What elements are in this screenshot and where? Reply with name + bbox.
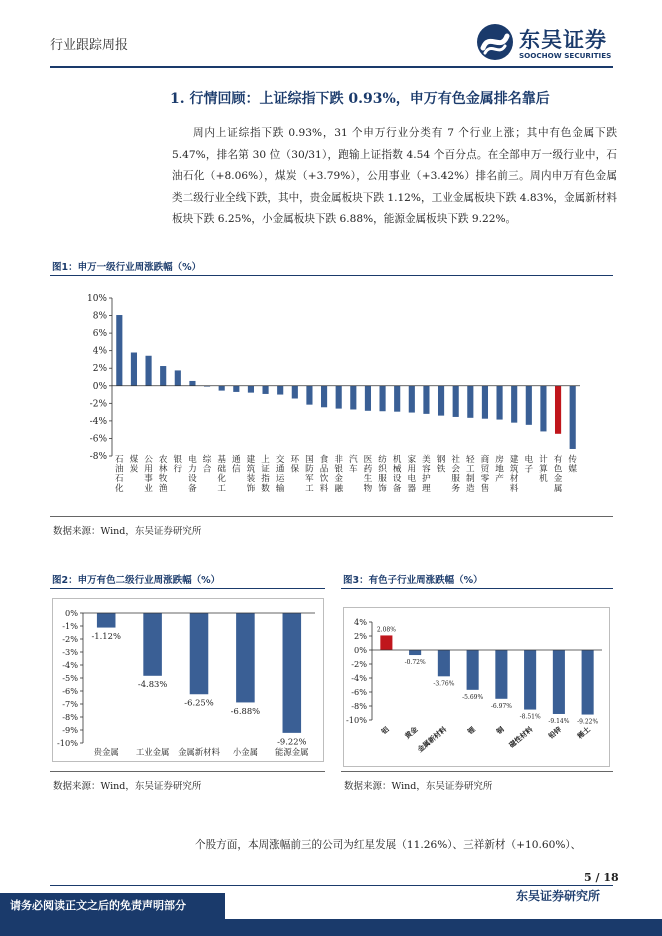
fig1-x-tick-char: 筑 xyxy=(246,464,256,475)
fig3-x-tick-label: 锂 xyxy=(465,724,477,737)
fig1-x-tick-char: 信 xyxy=(232,464,241,475)
fig3-bar xyxy=(524,650,536,710)
fig1-bar xyxy=(511,386,517,423)
fig1-x-tick-char: 综 xyxy=(202,455,212,465)
fig1-x-tick-char: 通 xyxy=(275,464,285,475)
fig2-bar xyxy=(97,613,116,628)
fig1-x-tick-char: 贸 xyxy=(480,464,490,475)
fig1-bottom-rule xyxy=(50,516,613,517)
fig3-y-tick-label: -8% xyxy=(351,701,367,711)
fig1-x-tick-label xyxy=(188,453,197,494)
fig1-y-tick-label: -4% xyxy=(89,416,107,427)
fig1-x-tick-char: 公 xyxy=(144,455,153,465)
fig2-x-tick-label: 贵金属 xyxy=(93,747,119,757)
fig3-source: 数据来源：Wind，东吴证券研究所 xyxy=(344,781,493,792)
fig1-x-tick-label xyxy=(349,453,358,475)
fig1-x-tick-label xyxy=(393,453,402,494)
fig2-x-tick-label: 能源金属 xyxy=(275,747,309,757)
fig3-y-tick-label: 2% xyxy=(354,631,367,641)
fig1-bar xyxy=(292,386,298,399)
fig3-chart xyxy=(343,607,610,767)
fig1-bar xyxy=(453,386,459,417)
fig1-x-tick-label xyxy=(217,453,226,494)
fig3-bar xyxy=(467,650,479,690)
fig1-x-tick-char: 数 xyxy=(261,483,270,494)
fig1-x-tick-char: 饰 xyxy=(246,483,256,494)
fig2-bar xyxy=(236,613,255,702)
fig1-x-tick-char: 林 xyxy=(158,464,168,475)
fig1-svg xyxy=(50,276,613,514)
fig3-bar xyxy=(553,650,565,714)
fig1-bar xyxy=(262,386,268,394)
fig1-x-tick-char: 房 xyxy=(495,455,504,465)
fig1-x-tick-char: 电 xyxy=(407,474,417,485)
fig3-data-label: -0.72% xyxy=(404,659,426,667)
fig1-x-tick-label xyxy=(115,454,124,494)
fig1-x-tick-label xyxy=(276,453,285,494)
fig2-bar xyxy=(283,613,302,733)
fig2-y-tick-label: -9% xyxy=(62,725,78,735)
fig1-y-tick-label: 6% xyxy=(92,329,107,340)
fig1-x-tick-label xyxy=(247,453,256,494)
fig1-bar xyxy=(336,386,342,409)
fig1-x-tick-char: 家 xyxy=(407,455,417,465)
fig1-bar xyxy=(394,386,400,412)
fig1-x-tick-char: 电 xyxy=(524,455,534,465)
fig1-x-tick-char: 环 xyxy=(290,455,300,465)
fig1-x-tick-char: 石 xyxy=(115,455,124,465)
fig1-bar xyxy=(409,386,415,413)
fig1-x-tick-char: 织 xyxy=(378,464,387,475)
fig1-x-tick-char: 力 xyxy=(188,464,197,475)
fig1-x-tick-char: 料 xyxy=(509,483,519,494)
fig1-x-tick-label xyxy=(554,453,563,494)
fig1-x-tick-char: 工 xyxy=(305,483,314,494)
fig2-y-tick-label: -6% xyxy=(62,686,78,696)
fig1-x-tick-label xyxy=(568,453,577,475)
fig1-x-tick-char: 产 xyxy=(495,474,504,485)
fig1-x-tick-char: 理 xyxy=(422,483,431,494)
fig1-x-tick-char: 铁 xyxy=(436,464,446,475)
fig1-x-tick-char: 煤 xyxy=(129,455,139,465)
section-number: 1. xyxy=(170,91,185,107)
fig1-x-tick-char: 药 xyxy=(363,464,373,475)
fig2-x-tick-label: 工业金属 xyxy=(135,747,170,757)
fig1-x-tick-char: 会 xyxy=(451,464,460,475)
fig1-x-tick-char: 护 xyxy=(422,474,431,485)
fig1-x-tick-label xyxy=(320,453,329,494)
fig1-x-tick-label xyxy=(130,453,139,475)
fig1-bar xyxy=(555,386,561,434)
fig1-bar xyxy=(365,386,371,411)
fig1-x-tick-char: 生 xyxy=(363,474,373,485)
fig1-x-tick-char: 银 xyxy=(173,455,183,465)
fig1-x-tick-char: 保 xyxy=(290,464,300,475)
fig1-x-tick-char: 机 xyxy=(539,474,548,485)
fig1-x-tick-label xyxy=(334,453,343,494)
fig1-x-tick-char: 饮 xyxy=(319,474,329,485)
fig1-x-tick-label xyxy=(305,454,314,494)
footer-bar xyxy=(0,919,662,936)
fig1-x-tick-char: 合 xyxy=(202,464,212,475)
fig3-x-tick-label: 稀土 xyxy=(575,724,592,741)
fig1-x-tick-char: 机 xyxy=(392,455,402,465)
fig2-top-rule xyxy=(50,588,325,589)
fig3-data-label: -9.14% xyxy=(548,717,570,725)
fig1-x-tick-label xyxy=(510,453,519,494)
fig1-x-tick-char: 美 xyxy=(422,455,431,465)
fig1-bar xyxy=(160,366,166,386)
fig1-bar xyxy=(233,386,239,392)
fig1-y-tick-label: -6% xyxy=(89,434,107,445)
fig1-y-tick-label: 4% xyxy=(92,346,107,357)
fig1-x-tick-char: 备 xyxy=(188,483,197,494)
fig2-y-tick-label: -4% xyxy=(62,660,78,670)
fig1-bar xyxy=(248,386,254,393)
fig1-bar xyxy=(145,356,151,386)
fig1-x-tick-char: 证 xyxy=(261,464,270,475)
brand-name: 东吴证券 xyxy=(519,28,607,52)
fig3-bottom-rule xyxy=(341,771,613,772)
fig1-x-tick-label xyxy=(261,453,270,494)
fig1-x-tick-char: 纺 xyxy=(378,455,387,465)
fig1-x-tick-char: 传 xyxy=(568,455,577,465)
footer-brand: 东吴证券研究所 xyxy=(516,889,601,903)
fig1-x-tick-char: 材 xyxy=(509,474,519,485)
fig1-x-tick-label xyxy=(378,453,387,494)
fig1-x-tick-char: 牧 xyxy=(158,474,168,485)
fig3-svg xyxy=(344,608,609,766)
fig1-x-tick-char: 化 xyxy=(217,474,226,485)
fig1-y-tick-label: 2% xyxy=(92,364,107,375)
fig1-x-tick-label xyxy=(144,455,153,494)
fig2-y-tick-label: -10% xyxy=(57,738,78,748)
fig1-x-tick-char: 算 xyxy=(539,464,548,475)
fig1-x-tick-char: 建 xyxy=(246,455,256,465)
fig1-x-tick-char: 零 xyxy=(480,474,490,485)
fig3-bar xyxy=(582,650,594,715)
fig1-x-tick-label xyxy=(525,453,534,475)
fig1-x-tick-char: 设 xyxy=(392,474,402,485)
fig1-x-tick-char: 车 xyxy=(349,464,358,475)
paragraph-text: 周内上证综指下跌 0.93%，31 个申万行业分类有 7 个行业上涨；其中有色金属下跌 5.47%，排名第 30 位（30/31），跑输上证指数 4.54 个百分点。在全部申万一级行业中，石油石化（+8.06%），煤炭（+3.79%），公用事业（+3.42%）排名前三。周内申万有色金属类二级行业全线下跌，其中，贵金属板块下跌 1.12%，工业金属板块下跌 4.83%，金属新材料板块下跌 6.25%，小金属板块下跌 6.88%，能源金属板块下跌 9.22%。 xyxy=(172,127,617,226)
fig1-title: 图1：申万一级行业周涨跌幅（%） xyxy=(52,262,202,273)
fig1-x-tick-char: 工 xyxy=(466,464,475,475)
fig1-x-tick-label xyxy=(408,453,417,494)
fig1-x-tick-char: 建 xyxy=(509,455,519,465)
fig2-y-tick-label: -1% xyxy=(62,621,78,631)
fig1-x-tick-char: 务 xyxy=(451,483,460,494)
fig1-bar xyxy=(306,386,312,405)
fig1-x-tick-char: 设 xyxy=(188,474,197,485)
fig3-title: 图3：有色子行业周涨跌幅（%） xyxy=(343,575,483,586)
fig1-x-tick-char: 地 xyxy=(495,464,504,475)
market-review-paragraph xyxy=(172,123,617,231)
fig1-x-tick-char: 运 xyxy=(275,474,285,485)
fig3-y-tick-label: -4% xyxy=(351,673,367,683)
fig1-x-tick-char: 钢 xyxy=(436,455,446,465)
fig1-bar xyxy=(321,386,327,408)
fig2-bottom-rule xyxy=(50,771,325,772)
fig1-x-tick-char: 军 xyxy=(305,474,314,485)
fig1-bar xyxy=(116,315,122,386)
fig2-y-tick-label: -5% xyxy=(62,673,78,683)
report-type-label: 行业跟踪周报 xyxy=(50,38,129,53)
fig1-bar xyxy=(467,386,473,418)
fig1-x-tick-char: 械 xyxy=(392,464,402,475)
fig3-data-label: -8.51% xyxy=(519,713,541,721)
fig1-x-tick-label xyxy=(174,453,183,475)
fig1-y-tick-label: -2% xyxy=(89,399,107,410)
fig1-x-tick-char: 石 xyxy=(115,474,124,485)
fig2-title: 图2：申万有色二级行业周涨跌幅（%） xyxy=(52,575,221,586)
fig3-data-label: -5.69% xyxy=(462,693,484,701)
fig1-bar xyxy=(423,386,429,414)
fig3-bar xyxy=(380,635,392,650)
fig1-x-tick-char: 银 xyxy=(334,464,343,475)
fig1-x-tick-label xyxy=(291,454,300,475)
fig1-y-tick-label: 10% xyxy=(86,294,107,304)
fig3-bar xyxy=(409,650,421,655)
fig1-y-tick-label: 0% xyxy=(92,381,107,392)
fig3-x-tick-label: 磁性材料 xyxy=(507,724,535,750)
fig1-x-tick-char: 物 xyxy=(363,483,373,494)
fig1-x-tick-char: 属 xyxy=(553,483,563,494)
fig2-y-tick-label: -2% xyxy=(62,634,78,644)
fig1-source: 数据来源：Wind，东吴证券研究所 xyxy=(53,526,202,537)
fig3-top-rule xyxy=(341,588,613,589)
section-title-text: 行情回顾：上证综指下跌 0.93%，申万有色金属排名靠后 xyxy=(189,91,550,107)
fig1-x-tick-char: 色 xyxy=(553,464,563,475)
fig1-bar xyxy=(379,386,385,411)
fig1-x-tick-char: 输 xyxy=(275,483,285,494)
fig1-bar xyxy=(350,386,356,410)
fig2-x-tick-label: 金属新材料 xyxy=(178,747,220,757)
fig1-x-tick-char: 备 xyxy=(392,483,402,494)
fig3-x-tick-label: 铜 xyxy=(494,724,506,737)
fig3-data-label: -3.76% xyxy=(433,680,455,688)
fig1-x-tick-char: 炭 xyxy=(129,464,139,475)
footer-divider xyxy=(50,885,613,886)
fig1-x-tick-label xyxy=(466,453,475,494)
fig3-y-tick-label: 0% xyxy=(354,645,367,655)
fig1-y-tick-label: -8% xyxy=(89,452,107,462)
brand-subtitle: SOOCHOW SECURITIES xyxy=(519,51,612,60)
fig1-x-tick-label xyxy=(159,453,168,494)
fig2-chart xyxy=(52,598,324,762)
fig3-x-tick-label: 铅锌 xyxy=(546,724,564,741)
fig1-x-tick-char: 装 xyxy=(246,474,256,485)
fig1-bar xyxy=(496,386,502,420)
fig2-data-label: -9.22% xyxy=(277,736,307,747)
fig1-chart xyxy=(50,276,613,514)
fig1-x-tick-char: 医 xyxy=(363,455,373,465)
fig2-y-tick-label: 0% xyxy=(65,608,78,618)
fig1-x-tick-label xyxy=(539,453,548,484)
fig1-x-tick-char: 上 xyxy=(261,455,270,465)
fig1-x-tick-char: 化 xyxy=(115,483,124,494)
fig1-x-tick-char: 轻 xyxy=(466,455,475,465)
fig1-x-tick-char: 事 xyxy=(144,474,153,485)
fig1-bar xyxy=(526,386,532,425)
fig1-x-tick-label xyxy=(437,453,446,475)
fig1-x-tick-char: 食 xyxy=(319,455,329,465)
fig1-x-tick-char: 汽 xyxy=(349,455,358,465)
fig1-x-tick-char: 制 xyxy=(466,474,475,485)
fig1-x-tick-char: 金 xyxy=(553,474,563,485)
fig1-x-tick-char: 通 xyxy=(232,455,241,465)
fig1-x-tick-char: 料 xyxy=(319,483,329,494)
fig1-bar xyxy=(131,353,137,386)
fig1-x-tick-char: 筑 xyxy=(509,464,519,475)
fig2-source: 数据来源：Wind，东吴证券研究所 xyxy=(53,781,202,792)
fig1-x-tick-char: 用 xyxy=(144,464,153,475)
fig1-x-tick-char: 渔 xyxy=(158,483,168,494)
fig1-bar xyxy=(189,381,195,386)
fig2-x-tick-label: 小金属 xyxy=(232,747,258,757)
fig1-bar xyxy=(277,386,283,395)
fig1-x-tick-label xyxy=(481,453,490,494)
fig2-data-label: -6.88% xyxy=(230,705,261,716)
fig1-x-tick-char: 子 xyxy=(524,464,534,475)
fig1-x-tick-char: 融 xyxy=(334,483,343,494)
fig3-y-tick-label: -2% xyxy=(351,659,367,669)
fig1-x-tick-char: 油 xyxy=(115,464,124,475)
fig1-x-tick-label xyxy=(364,454,373,494)
fig1-x-tick-char: 电 xyxy=(188,455,197,465)
fig1-x-tick-char: 交 xyxy=(275,455,285,465)
fig3-data-label: 2.08% xyxy=(376,626,396,634)
fig3-data-label: -6.97% xyxy=(490,702,512,710)
fig1-x-tick-char: 业 xyxy=(144,483,153,494)
fig1-x-tick-char: 基 xyxy=(217,455,226,465)
fig2-y-tick-label: -7% xyxy=(62,699,78,709)
fig1-x-tick-label xyxy=(422,453,431,494)
fig1-x-tick-label xyxy=(495,453,504,484)
soochow-logo-icon xyxy=(475,22,515,62)
fig1-x-tick-char: 行 xyxy=(173,464,183,475)
fig1-x-tick-char: 工 xyxy=(217,483,226,494)
brand-logo xyxy=(475,22,625,64)
disclaimer-banner: 请务必阅读正文之后的免责声明部分 xyxy=(0,893,225,919)
fig1-bar xyxy=(438,386,444,416)
fig1-x-tick-char: 农 xyxy=(158,455,168,465)
fig1-x-tick-label xyxy=(232,454,241,475)
fig1-x-tick-label xyxy=(451,453,460,494)
fig2-svg xyxy=(53,599,323,761)
fig2-bar xyxy=(143,613,162,676)
page-number: 5 / 18 xyxy=(584,871,619,884)
fig1-x-tick-char: 非 xyxy=(334,455,343,465)
section-title xyxy=(170,88,550,108)
fig3-x-tick-label: 铝 xyxy=(379,724,391,737)
fig1-x-tick-char: 有 xyxy=(553,455,563,465)
fig1-x-tick-char: 造 xyxy=(466,483,475,494)
fig3-y-tick-label: -6% xyxy=(351,687,367,697)
fig2-y-tick-label: -3% xyxy=(62,647,78,657)
fig1-x-tick-char: 商 xyxy=(480,455,490,465)
fig2-data-label: -4.83% xyxy=(137,679,168,690)
fig3-y-tick-label: 4% xyxy=(354,617,367,627)
fig1-x-tick-char: 国 xyxy=(305,455,314,465)
fig1-x-tick-char: 社 xyxy=(451,455,460,465)
fig1-x-tick-char: 础 xyxy=(217,464,226,475)
header-divider xyxy=(50,66,613,68)
fig1-x-tick-char: 金 xyxy=(334,474,343,485)
fig1-x-tick-char: 用 xyxy=(407,464,417,475)
stocks-paragraph: 个股方面，本周涨幅前三的公司为红星发展（11.26%）、三祥新材（+10.60%）、 xyxy=(195,839,582,851)
fig3-data-label: -9.22% xyxy=(577,718,599,726)
fig1-bar xyxy=(219,386,225,391)
fig1-x-tick-char: 饰 xyxy=(378,483,387,494)
fig3-y-tick-label: -10% xyxy=(346,715,367,725)
fig1-bar xyxy=(175,370,181,385)
fig3-bar xyxy=(495,650,507,699)
fig1-bar xyxy=(482,386,488,419)
fig1-x-tick-char: 容 xyxy=(422,464,431,475)
fig1-bar xyxy=(540,386,546,432)
fig1-bar xyxy=(570,386,576,449)
fig2-data-label: -6.25% xyxy=(184,697,214,708)
fig1-x-tick-char: 计 xyxy=(539,455,548,465)
fig3-bar xyxy=(438,650,450,676)
fig1-x-tick-char: 服 xyxy=(451,474,460,485)
fig1-x-tick-char: 指 xyxy=(261,474,270,485)
fig2-bar xyxy=(190,613,209,694)
fig1-x-tick-char: 器 xyxy=(407,483,417,494)
fig1-y-tick-label: 8% xyxy=(92,311,107,322)
fig1-x-tick-label xyxy=(203,453,212,475)
fig1-x-tick-char: 媒 xyxy=(568,464,577,475)
fig1-x-tick-char: 品 xyxy=(319,464,329,475)
fig1-x-tick-char: 防 xyxy=(305,464,314,475)
fig3-x-tick-label: 金属新材料 xyxy=(415,724,449,755)
fig2-y-tick-label: -8% xyxy=(62,712,78,722)
fig1-x-tick-char: 服 xyxy=(378,474,387,485)
fig3-x-tick-label: 黄金 xyxy=(402,724,420,741)
fig2-data-label: -1.12% xyxy=(91,630,121,641)
fig1-x-tick-char: 售 xyxy=(480,483,490,494)
